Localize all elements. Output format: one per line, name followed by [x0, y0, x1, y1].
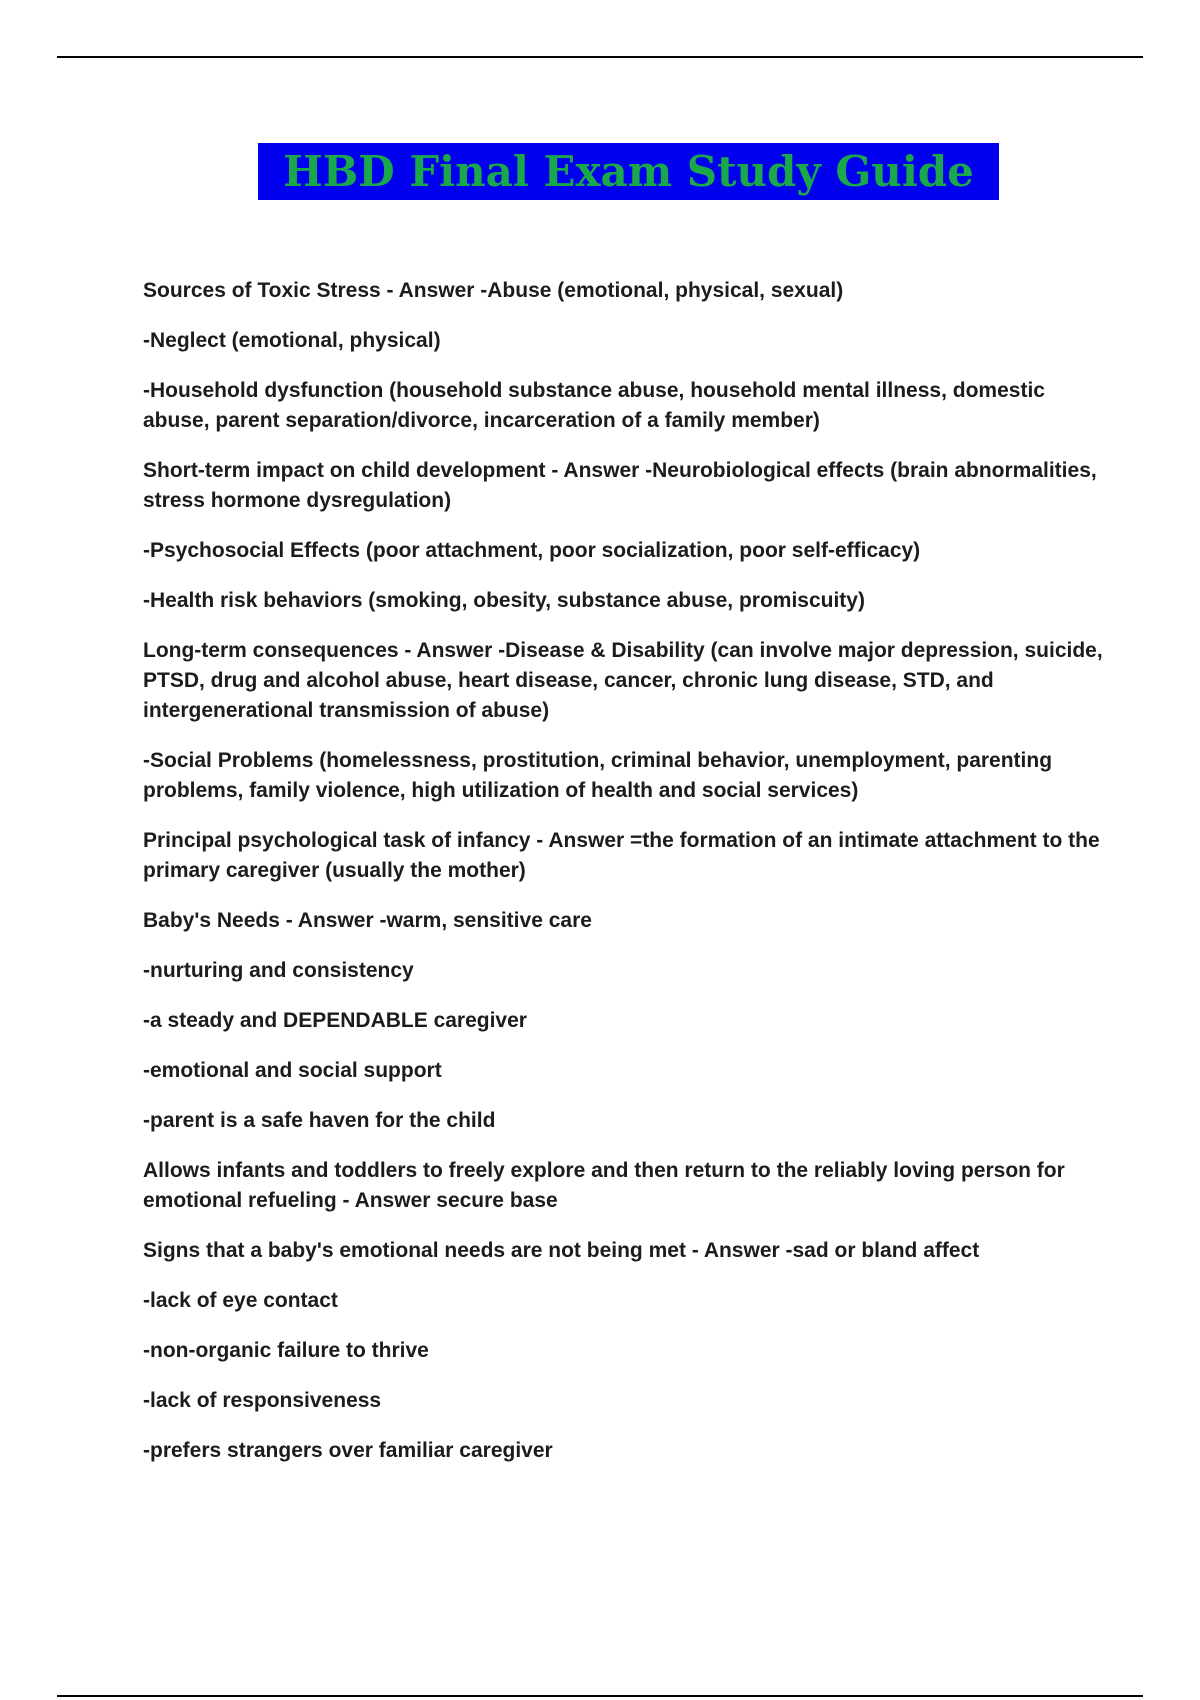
paragraph: -nurturing and consistency [143, 959, 414, 982]
paragraph: -emotional and social support [143, 1059, 442, 1082]
paragraph: Baby's Needs - Answer -warm, sensitive care [143, 909, 592, 932]
top-divider [57, 56, 1143, 58]
paragraph: -Health risk behaviors (smoking, obesity, substance abuse, promiscuity) [143, 589, 865, 612]
paragraph: Long-term consequences - Answer -Disease & Disability (can involve major depression, suicide, PTSD, drug and alcohol abuse, heart disease, cancer, chronic lung disease, STD, and intergenerational transmission of abuse) [143, 639, 1103, 722]
title-banner [258, 143, 999, 200]
paragraph: Principal psychological task of infancy - Answer =the formation of an intimate attachment to the primary caregiver (usually the mother) [143, 829, 1100, 882]
paragraph: Short-term impact on child development - Answer -Neurobiological effects (brain abnormalities, stress hormone dysregulation) [143, 459, 1097, 512]
bottom-divider [57, 1695, 1143, 1697]
study-guide-content [143, 276, 1103, 1486]
paragraph: -lack of responsiveness [143, 1389, 382, 1412]
paragraph: Allows infants and toddlers to freely explore and then return to the reliably loving person for emotional refueling - Answer secure base [143, 1159, 1065, 1212]
paragraph: -prefers strangers over familiar caregiver [143, 1439, 553, 1462]
paragraph: -a steady and DEPENDABLE caregiver [143, 1009, 527, 1032]
paragraph: -Psychosocial Effects (poor attachment, poor socialization, poor self-efficacy) [143, 539, 921, 562]
paragraph: Signs that a baby's emotional needs are not being met - Answer -sad or bland affect [143, 1239, 980, 1262]
paragraph: -parent is a safe haven for the child [143, 1109, 496, 1132]
paragraph: -non-organic failure to thrive [143, 1339, 429, 1362]
paragraph: -lack of eye contact [143, 1289, 338, 1312]
paragraph: -Social Problems (homelessness, prostitution, criminal behavior, unemployment, parenting problems, family violence, high utilization of health and social services) [143, 749, 1053, 802]
paragraph: -Neglect (emotional, physical) [143, 329, 441, 352]
paragraph: Sources of Toxic Stress - Answer -Abuse (emotional, physical, sexual) [143, 279, 844, 302]
page-title: HBD Final Exam Study Guide [283, 147, 974, 196]
paragraph: -Household dysfunction (household substance abuse, household mental illness, domestic abuse, parent separation/divorce, incarceration of a family member) [143, 379, 1045, 432]
